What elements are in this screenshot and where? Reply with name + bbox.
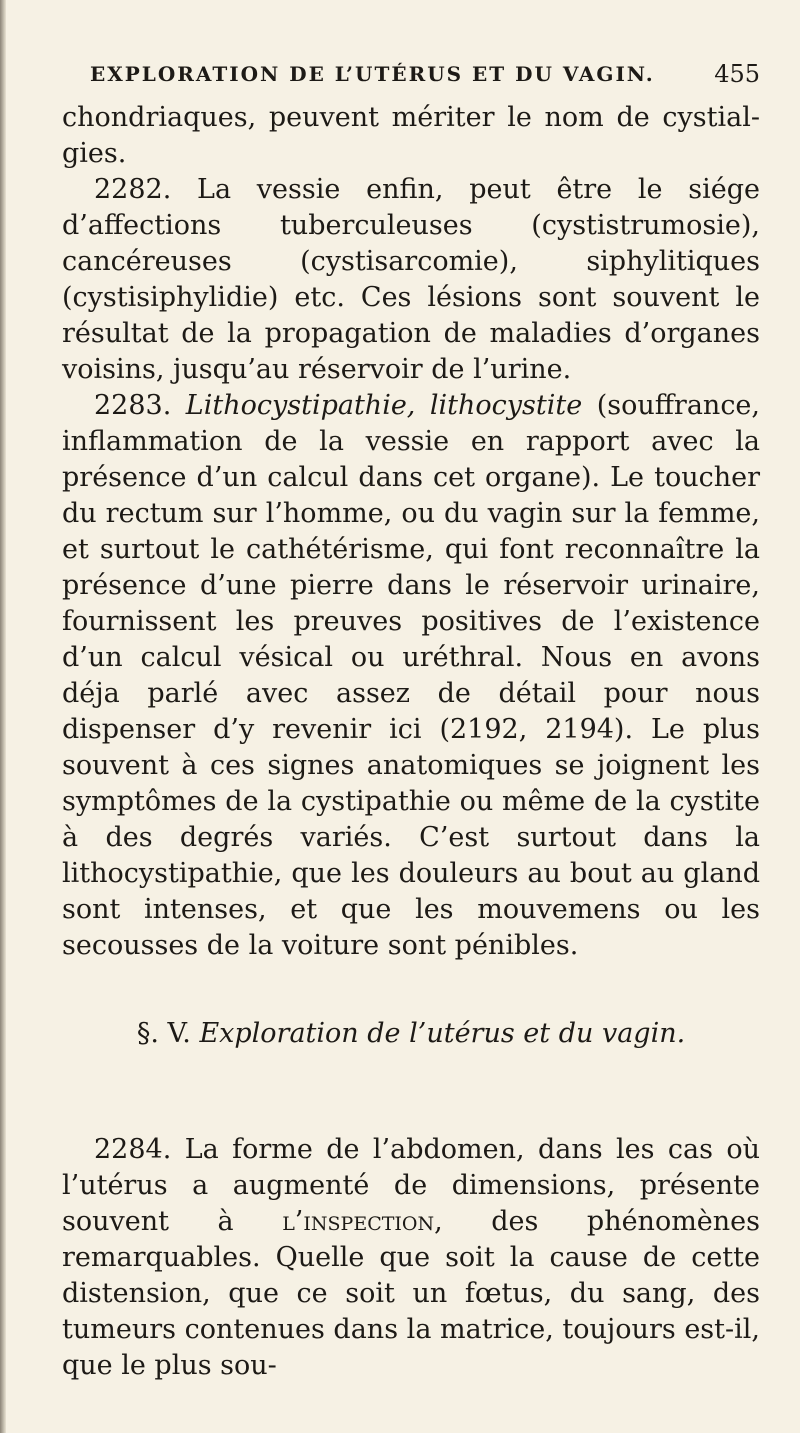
small-caps-term: l’inspection [282,1206,435,1237]
page-number: 455 [714,60,760,88]
section-marker: §. V. [136,1018,191,1049]
paragraph-text-a: La forme de l’abdomen, dans les cas où l’utérus a augmenté de dimensions, présente souvent à [62,1134,760,1237]
section-heading [62,1018,760,1049]
body-text [62,100,760,964]
paragraph-continuation: chondriaques, peuvent mériter le nom de cystial-gies. [62,102,760,169]
paragraph-2283 [62,388,760,964]
running-head-title: EXPLORATION DE L’UTÉRUS ET DU VAGIN. [90,62,655,86]
paragraph-2284 [62,1132,760,1384]
page-binding-edge [0,0,6,1433]
paragraph-body: (souffrance, inflammation de la vessie en rapport avec la présence d’un calcul dans cet organe). Le toucher du rectum sur l’homme, ou du vagin sur la femme, et surtout le cathétérisme, qui font reconnaître la présence d’une pierre dans le réservoir urinaire, fournissent les preuves positives de l’existence d’un calcul vésical ou uréthral. Nous en avons déja parlé avec assez de détail pour nous dispenser d’y revenir ici (2192, 2194). Le plus souvent à ces signes anatomiques se joignent les symptômes de la cystipathie ou même de la cystite à des degrés variés. C’est surtout dans la lithocystipathie, que les douleurs au bout au gland sont intenses, et que les mouvemens ou les secousses de la voiture sont pénibles. [62,390,760,961]
section-title: Exploration de l’utérus et du vagin. [199,1018,686,1049]
paragraph-number: 2283. [94,390,172,421]
paragraph-2282: 2282. La vessie enfin, peut être le siége d’affections tuberculeuses (cystistrumosie), cancéreuses (cystisarcomie), siphylitiques (cystisiphylidie) etc. Ces lésions sont souvent le résultat de la propagation de maladies d’organes voisins, jusqu’au réservoir de l’urine. [62,174,760,385]
italic-term: Lithocystipathie, lithocystite [185,390,583,421]
body-text-section-5 [62,1132,760,1384]
paragraph-number: 2284. [94,1134,172,1165]
paragraph-text-b: , des phénomènes remarquables. Quelle que soit la cause de cette distension, que ce soit un fœtus, du sang, des tumeurs contenues dans la matrice, toujours est-il, que le plus sou- [62,1206,761,1381]
